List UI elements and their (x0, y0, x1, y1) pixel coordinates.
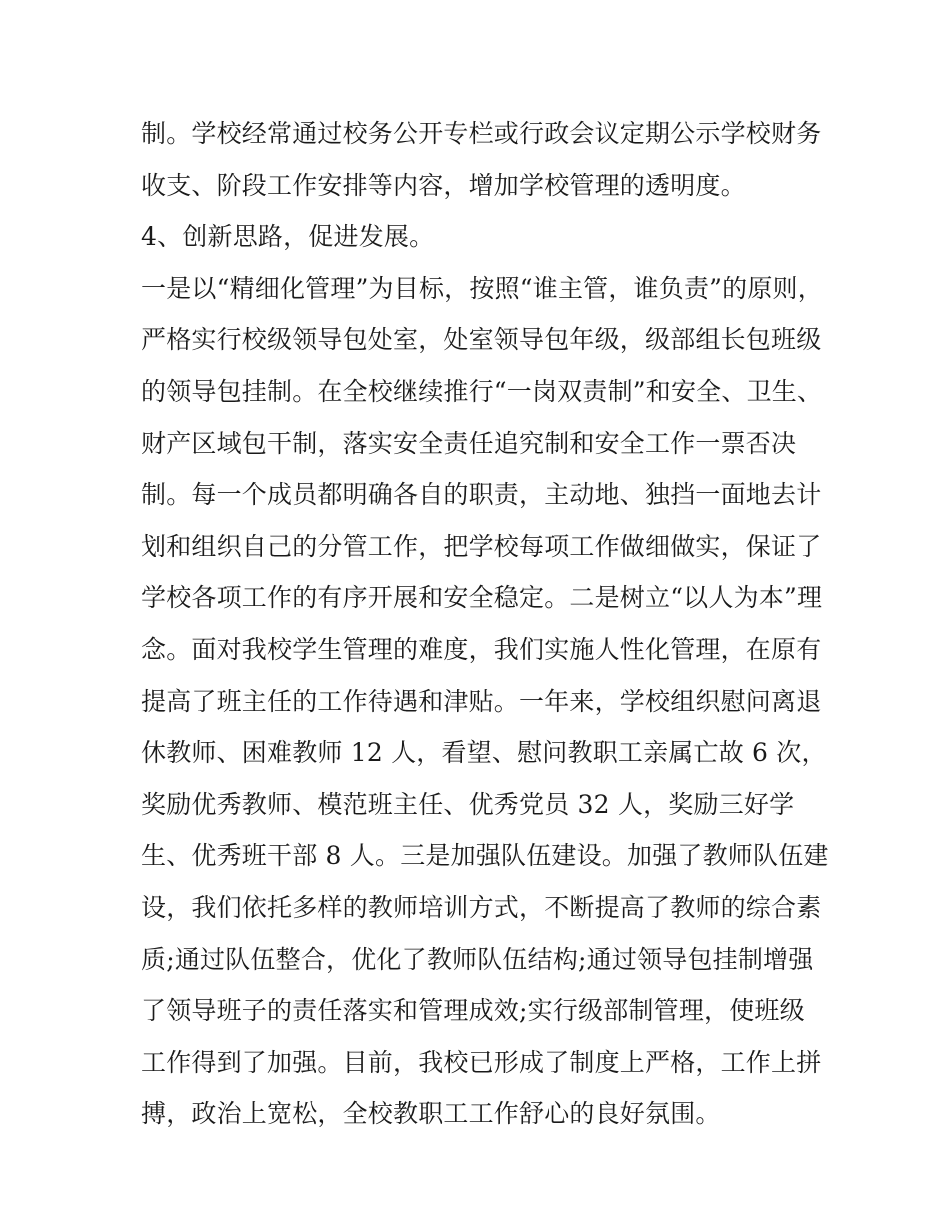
text-line: 搏，政治上宽松，全校教职工工作舒心的良好氛围。 (141, 1099, 721, 1129)
text-line: 一是以“精细化管理”为目标，按照“谁主管，谁负责”的原则， (141, 273, 823, 303)
text-line: 质;通过队伍整合，优化了教师队伍结构;通过领导包挂制增强 (141, 944, 814, 974)
text-line: 提高了班主任的工作待遇和津贴。一年来，学校组织慰问离退 (141, 686, 822, 716)
text-line: 设，我们依托多样的教师培训方式，不断提高了教师的综合素 (141, 892, 822, 922)
text-line: 学校各项工作的有序开展和安全稳定。二是树立“以人为本”理 (141, 583, 823, 613)
section-heading: 4、创新思路，促进发展。 (141, 222, 435, 252)
text-line: 工作得到了加强。目前，我校已形成了制度上严格，工作上拼 (141, 1047, 822, 1077)
text-line: 的领导包挂制。在全校继续推行“一岗双责制”和安全、卫生、 (141, 376, 823, 406)
text-line: 生、优秀班干部 8 人。三是加强队伍建设。加强了教师队伍建 (141, 841, 829, 871)
text-line: 划和组织自己的分管工作，把学校每项工作做细做实，保证了 (141, 531, 822, 561)
text-line: 收支、阶段工作安排等内容，增加学校管理的透明度。 (141, 170, 746, 200)
text-line: 制。每一个成员都明确各自的职责，主动地、独挡一面地去计 (141, 480, 822, 510)
text-line: 念。面对我校学生管理的难度，我们实施人性化管理，在原有 (141, 634, 822, 664)
text-line: 严格实行校级领导包处室，处室领导包年级，级部组长包班级 (141, 325, 822, 355)
text-line: 制。学校经常通过校务公开专栏或行政会议定期公示学校财务 (141, 119, 822, 148)
text-line: 休教师、困难教师 12 人，看望、慰问教职工亲属亡故 6 次， (141, 738, 827, 768)
body-text (141, 108, 831, 1140)
text-line: 财产区域包干制，落实安全责任追究制和安全工作一票否决 (141, 428, 797, 458)
text-line: 奖励优秀教师、模范班主任、优秀党员 32 人，奖励三好学 (141, 789, 795, 819)
text-line: 了领导班子的责任落实和管理成效;实行级部制管理，使班级 (141, 996, 805, 1026)
